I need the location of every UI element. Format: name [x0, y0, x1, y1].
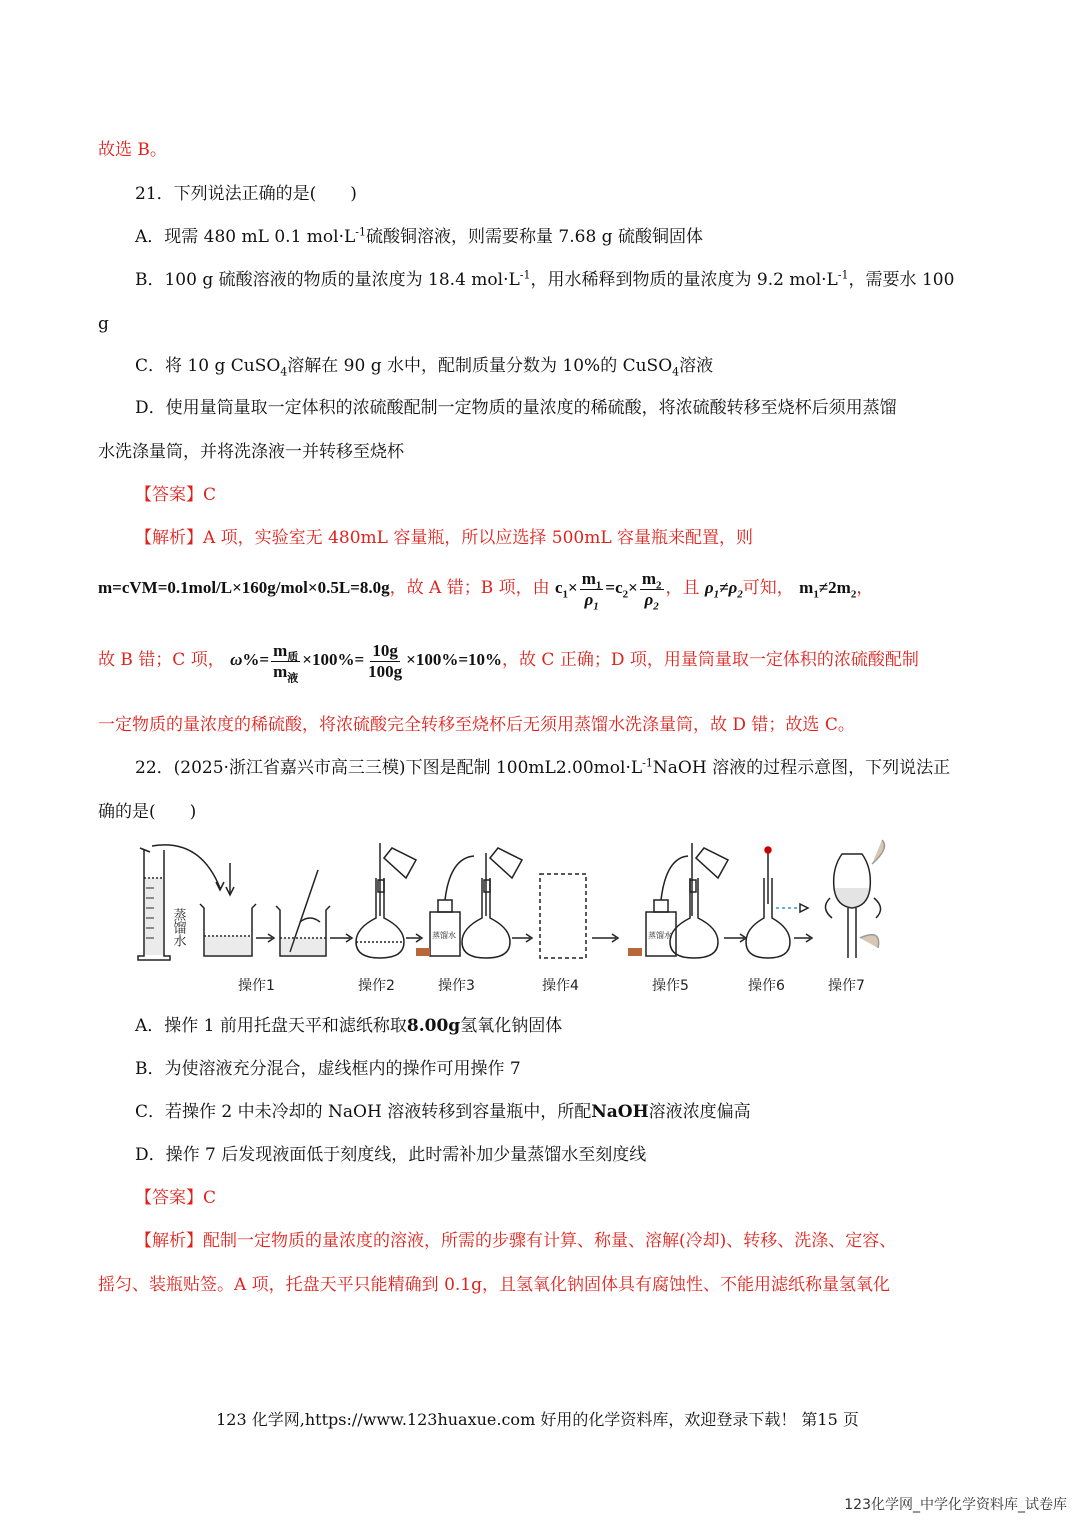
- step-label-3: 操作3: [438, 978, 475, 994]
- page-footer: 123 化学网,https://www.123huaxue.com 好用的化学资料库，欢迎登录下载！ 第15 页: [216, 1410, 859, 1429]
- bottle-label-3: 蒸馏水: [432, 931, 456, 940]
- q21-option-c: C．将 10 g CuSO$_4$溶解在 90 g 水中，配制质量分数为 10%的 CuSO$_4$溶液: [135, 356, 714, 379]
- q21-option-b: B．100 g 硫酸溶液的物质的量浓度为 18.4 $mol\cdot L^{-1}$，用水稀释到物质的量浓度为 9.2 $mol\cdot L^{-1}$，需要水 100: [135, 268, 955, 290]
- q21-option-d-line1: D．使用量筒量取一定体积的浓硫酸配制一定物质的量浓度的稀硫酸，将浓硫酸转移至烧杯后须用蒸馏: [135, 398, 897, 418]
- formula-mass-ne: $m_1\ne 2m_2$: [799, 578, 857, 601]
- step-label-1: 操作1: [238, 978, 275, 994]
- step-label-2: 操作2: [358, 978, 395, 994]
- q22-option-d: D．操作 7 后发现液面低于刻度线，此时需补加少量蒸馏水至刻度线: [135, 1145, 647, 1165]
- water-label: 蒸馏水: [170, 908, 186, 947]
- formula-mass: m=cVM=0.1mol/L×160g/mol×0.5L=8.0g: [98, 578, 390, 597]
- bottle-label-5: 蒸馏水: [648, 931, 672, 940]
- q22-option-c: C．若操作 2 中未冷却的 NaOH 溶液转移到容量瓶中，所配NaOH溶液浓度偏高: [135, 1102, 751, 1122]
- q21-option-a: A．现需 480 mL 0.1 $mol\cdot L^{-1}$硫酸铜溶液，则需要称量 7.68 g 硫酸铜固体: [135, 225, 703, 247]
- step-label-6: 操作6: [748, 978, 785, 994]
- formula-dilution: $c_1\times$ $\frac{m_1}{\rho_1}$ $=c_2\times$ $\frac{m_2}{\rho_2}$: [555, 568, 662, 612]
- q22-analysis-2: 摇匀、装瓶贴签。A 项，托盘天平只能精确到 0.1g，且氢氧化钠固体具有腐蚀性、不能用滤纸称量氢氧化: [98, 1275, 891, 1295]
- q21-stem: 21．下列说法正确的是( ): [135, 184, 357, 204]
- q21-analysis-2: m=cVM=0.1mol/L×160g/mol×0.5L=8.0g，故 A 错；B 项，由 $c_1\times$ $\frac{m_1}{\rho_1}$ $=c_2\times$ $\frac{m_2}{\rho_2}$ ，且 $\rho_1\ne\rho_2$可知， $m_1\ne 2m_2$，: [98, 568, 874, 612]
- q21-answer: 【答案】C: [135, 485, 217, 505]
- formula-density-ne: $\rho_1\ne\rho_2$: [704, 578, 743, 601]
- step-label-5: 操作5: [652, 978, 689, 994]
- q21-analysis-1: 【解析】A 项，实验室无 480mL 容量瓶，所以应选择 500mL 容量瓶来配置，则: [135, 528, 754, 548]
- q21-option-d-line2: 水洗涤量筒，并将洗涤液一并转移至烧杯: [98, 442, 404, 462]
- q21-option-b-cont: g: [98, 314, 109, 334]
- watermark-corner: 123化学网_中学化学资料库_试卷库: [844, 1497, 1067, 1513]
- q22-option-a: A．操作 1 前用托盘天平和滤纸称取8.00g氢氧化钠固体: [135, 1016, 563, 1036]
- q22-stem-2: 确的是( ): [98, 802, 197, 822]
- q22-stem-1: 22．(2025·浙江省嘉兴市高三三模)下图是配制 $100mL2.00mol\cdot L^{-1}NaOH$ 溶液的过程示意图，下列说法正: [135, 756, 951, 778]
- q21-analysis-4: 一定物质的量浓度的稀硫酸，将浓硫酸完全转移至烧杯后无须用蒸馏水洗涤量筒，故 D 错；故选 C。: [98, 715, 855, 735]
- q22-analysis-1: 【解析】配制一定物质的量浓度的溶液，所需的步骤有计算、称量、溶解(冷却)、转移、洗涤、定容、: [135, 1231, 897, 1251]
- prev-conclusion: 故选 B。: [98, 140, 167, 160]
- formula-mass-fraction: ω%= $\frac{m_质}{m_液}$ ×100%= $\frac{10g}{100g}$ ×100%=10%: [230, 640, 503, 684]
- q21-analysis-3: 故 B 错；C 项， ω%= $\frac{m_质}{m_液}$ ×100%= $\frac{10g}{100g}$ ×100%=10%，故 C 正确；D 项，用量筒量取一定体积的浓硫酸配制: [98, 640, 919, 684]
- step-label-7: 操作7: [828, 978, 865, 994]
- solution-preparation-diagram: [130, 838, 900, 998]
- q22-answer: 【答案】C: [135, 1188, 217, 1208]
- step-label-4: 操作4: [542, 978, 579, 994]
- q22-option-b: B．为使溶液充分混合，虚线框内的操作可用操作 7: [135, 1059, 521, 1079]
